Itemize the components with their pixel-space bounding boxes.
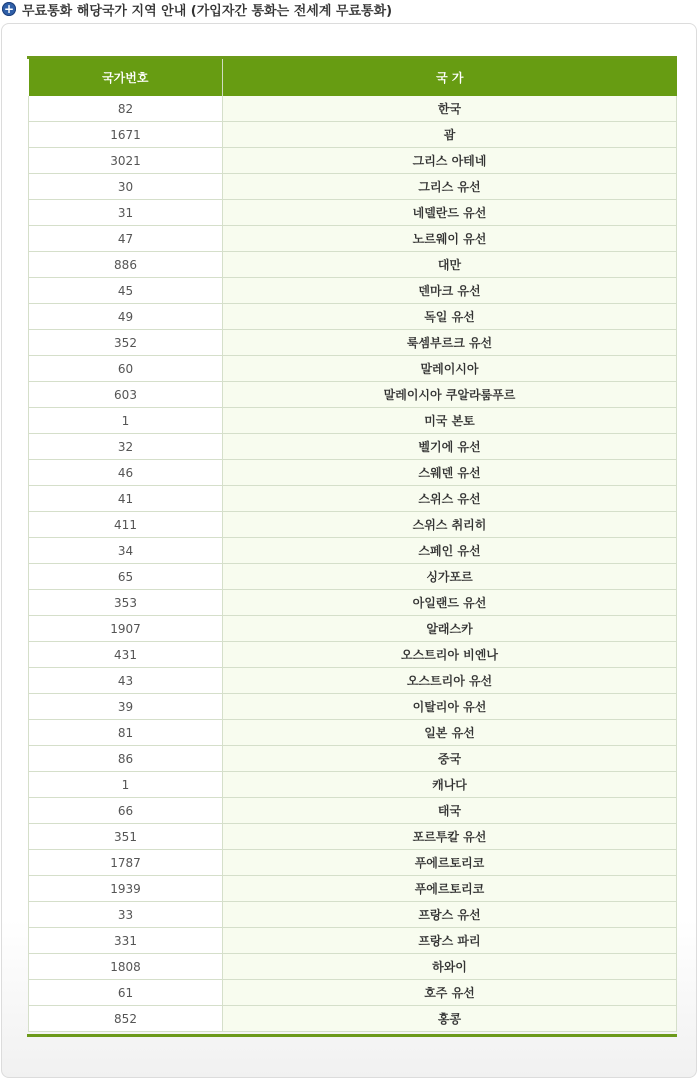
country-name-cell: 네델란드 유선 (223, 200, 677, 226)
country-name-cell: 그리스 아테네 (223, 148, 677, 174)
table-row (29, 616, 677, 642)
country-code-cell: 61 (29, 980, 223, 1006)
country-code-cell: 1808 (29, 954, 223, 980)
country-code-cell: 331 (29, 928, 223, 954)
country-code-cell: 34 (29, 538, 223, 564)
table-row (29, 200, 677, 226)
country-name-cell: 덴마크 유선 (223, 278, 677, 304)
table-row (29, 694, 677, 720)
table-row (29, 460, 677, 486)
section-title: 무료통화 해당국가 지역 안내 (가입자간 통화는 전세계 무료통화) (22, 3, 393, 19)
country-name-cell: 싱가포르 (223, 564, 677, 590)
country-name-cell: 푸에르토리코 (223, 876, 677, 902)
country-name-cell: 프랑스 파리 (223, 928, 677, 954)
country-name-cell: 이탈리아 유선 (223, 694, 677, 720)
country-name-cell: 벨기에 유선 (223, 434, 677, 460)
country-name-cell: 말레이시아 쿠알라룸푸르 (223, 382, 677, 408)
country-code-cell: 1787 (29, 850, 223, 876)
table-row (29, 590, 677, 616)
table-body (29, 96, 677, 1032)
country-code-cell: 603 (29, 382, 223, 408)
column-header-country: 국 가 (223, 59, 677, 96)
table-row (29, 954, 677, 980)
country-name-cell: 스위스 취리히 (223, 512, 677, 538)
country-code-cell: 353 (29, 590, 223, 616)
country-name-cell: 대만 (223, 252, 677, 278)
country-name-cell: 스페인 유선 (223, 538, 677, 564)
table-row (29, 512, 677, 538)
country-name-cell: 괌 (223, 122, 677, 148)
country-code-cell: 32 (29, 434, 223, 460)
table-row (29, 798, 677, 824)
country-code-cell: 431 (29, 642, 223, 668)
country-name-cell: 스웨덴 유선 (223, 460, 677, 486)
country-code-cell: 43 (29, 668, 223, 694)
table-row (29, 642, 677, 668)
country-code-cell: 86 (29, 746, 223, 772)
table-row (29, 538, 677, 564)
country-code-cell: 411 (29, 512, 223, 538)
country-code-cell: 3021 (29, 148, 223, 174)
table-row (29, 720, 677, 746)
country-name-cell: 중국 (223, 746, 677, 772)
country-name-cell: 포르투칼 유선 (223, 824, 677, 850)
table-row (29, 928, 677, 954)
country-code-cell: 49 (29, 304, 223, 330)
country-name-cell: 스위스 유선 (223, 486, 677, 512)
table-row (29, 226, 677, 252)
country-code-table (28, 59, 677, 1032)
country-code-cell: 46 (29, 460, 223, 486)
country-code-cell: 30 (29, 174, 223, 200)
country-code-cell: 352 (29, 330, 223, 356)
country-code-cell: 1939 (29, 876, 223, 902)
table-row (29, 902, 677, 928)
country-code-cell: 81 (29, 720, 223, 746)
country-name-cell: 말레이시아 (223, 356, 677, 382)
table-row (29, 824, 677, 850)
table-row (29, 564, 677, 590)
country-code-cell: 82 (29, 96, 223, 122)
country-name-cell: 호주 유선 (223, 980, 677, 1006)
country-name-cell: 홍콩 (223, 1006, 677, 1032)
country-code-cell: 852 (29, 1006, 223, 1032)
country-name-cell: 룩셈부르크 유선 (223, 330, 677, 356)
country-code-cell: 1671 (29, 122, 223, 148)
country-code-table-wrapper (27, 56, 677, 1037)
table-row (29, 174, 677, 200)
table-row (29, 330, 677, 356)
table-header-row (29, 59, 677, 96)
country-code-cell: 45 (29, 278, 223, 304)
country-name-cell: 프랑스 유선 (223, 902, 677, 928)
country-code-cell: 66 (29, 798, 223, 824)
country-code-cell: 1 (29, 772, 223, 798)
country-name-cell: 아일랜드 유선 (223, 590, 677, 616)
country-code-cell: 65 (29, 564, 223, 590)
country-name-cell: 한국 (223, 96, 677, 122)
column-header-code: 국가번호 (29, 59, 223, 96)
country-name-cell: 일본 유선 (223, 720, 677, 746)
country-code-cell: 31 (29, 200, 223, 226)
country-name-cell: 알래스카 (223, 616, 677, 642)
country-name-cell: 미국 본토 (223, 408, 677, 434)
country-name-cell: 그리스 유선 (223, 174, 677, 200)
country-code-cell: 60 (29, 356, 223, 382)
country-name-cell: 노르웨이 유선 (223, 226, 677, 252)
table-row (29, 122, 677, 148)
country-code-cell: 41 (29, 486, 223, 512)
table-row (29, 148, 677, 174)
country-name-cell: 오스트리아 유선 (223, 668, 677, 694)
table-row (29, 304, 677, 330)
section-header (0, 0, 700, 18)
content-panel (1, 23, 697, 1078)
table-row (29, 980, 677, 1006)
table-row (29, 1006, 677, 1032)
table-row (29, 746, 677, 772)
table-row (29, 486, 677, 512)
country-code-cell: 39 (29, 694, 223, 720)
country-name-cell: 독일 유선 (223, 304, 677, 330)
table-bottom-rule (27, 1034, 677, 1037)
country-code-cell: 47 (29, 226, 223, 252)
country-name-cell: 오스트리아 비엔나 (223, 642, 677, 668)
country-code-cell: 33 (29, 902, 223, 928)
country-code-cell: 1907 (29, 616, 223, 642)
plus-circle-icon: + (3, 2, 15, 16)
table-row (29, 96, 677, 122)
table-row (29, 408, 677, 434)
table-row (29, 850, 677, 876)
country-name-cell: 캐나다 (223, 772, 677, 798)
country-name-cell: 푸에르토리코 (223, 850, 677, 876)
table-row (29, 278, 677, 304)
country-name-cell: 태국 (223, 798, 677, 824)
table-row (29, 356, 677, 382)
table-row (29, 434, 677, 460)
table-row (29, 876, 677, 902)
table-row (29, 252, 677, 278)
table-row (29, 382, 677, 408)
country-code-cell: 886 (29, 252, 223, 278)
country-code-cell: 1 (29, 408, 223, 434)
country-name-cell: 하와이 (223, 954, 677, 980)
table-row (29, 772, 677, 798)
country-code-cell: 351 (29, 824, 223, 850)
table-row (29, 668, 677, 694)
